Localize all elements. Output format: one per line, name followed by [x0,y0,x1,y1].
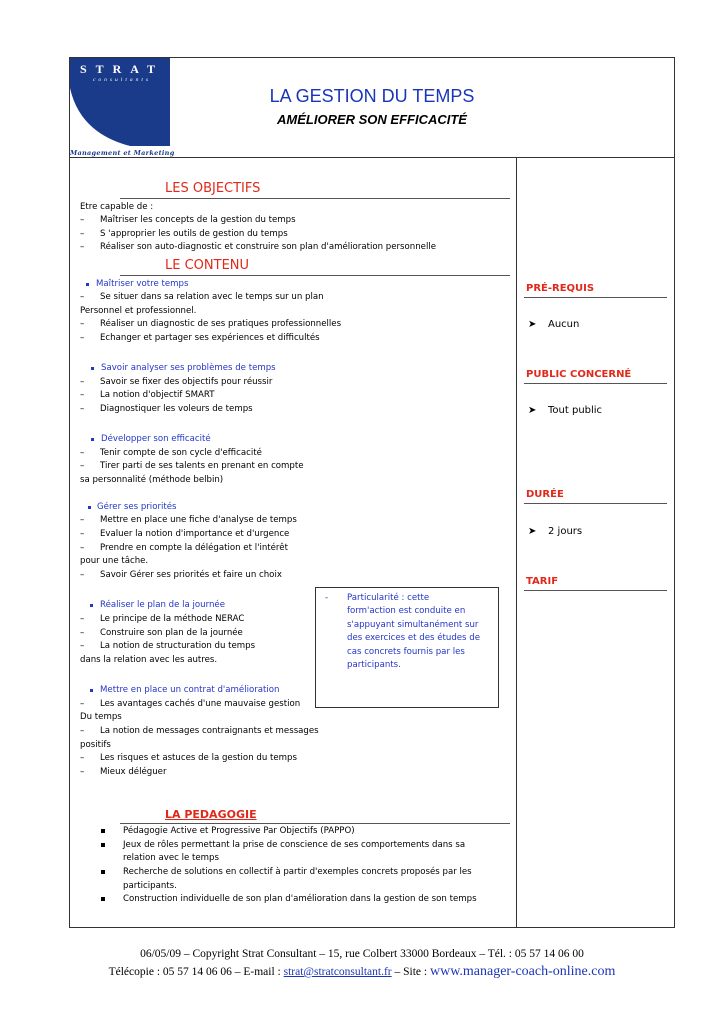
objectifs-title: LES OBJECTIFS [165,181,261,196]
contenu-group-heading: Réaliser le plan de la journée [100,600,225,610]
note-line: Particularité : cette [347,593,430,603]
dash-marker: – [80,242,85,252]
dash-marker: – [80,767,85,777]
pedagogie-title: LA PEDAGOGIE [165,808,257,821]
square-bullet [91,438,94,441]
contenu-line: Réaliser un diagnostic de ses pratiques professionnelles [100,319,342,329]
pedagogie-item: Pédagogie Active et Progressive Par Objectifs (PAPPO) [123,826,355,836]
contenu-line: Tirer parti de ses talents en prenant en compte [100,461,304,471]
contenu-line: Les risques et astuces de la gestion du temps [100,753,297,763]
duree-rule [524,503,667,504]
dash-marker: – [80,699,85,709]
contenu-title: LE CONTENU [165,258,250,273]
contenu-rule [120,275,510,276]
dash-marker: – [80,333,85,343]
footer-site-label: – Site : [391,966,430,978]
prerequis-title: PRÉ-REQUIS [526,283,595,294]
contenu-line: Tenir compte de son cycle d'efficacité [100,448,262,458]
contenu-line: Le principe de la méthode NERAC [100,614,245,624]
dash-marker: – [80,614,85,624]
arrow-bullet-icon: ➤ [528,526,537,537]
footer-copyright: 06/05/09 – Copyright Strat Consultant – 15, rue Colbert 33000 Bordeaux – Tél. : 05 57 14 06 00 [140,948,584,960]
contenu-line: La notion de structuration du temps [100,641,256,651]
objectif-item: S 'approprier les outils de gestion du temps [100,229,288,239]
square-bullet [90,604,93,607]
public-value: Tout public [548,405,603,416]
contenu-line: La notion de messages contraignants et messages [100,726,319,736]
logo-word: STRAT [79,62,165,76]
square-bullet [101,897,105,901]
square-bullet [88,506,91,509]
note-line: form'action est conduite en [347,606,466,616]
note-line: participants. [347,660,401,670]
dash-marker: – [80,641,85,651]
email-link[interactable]: strat@stratconsultant.fr [283,966,392,978]
tarif-title: TARIF [526,576,559,587]
site-link[interactable]: www.manager-coach-online.com [429,964,616,979]
pedagogie-item: Jeux de rôles permettant la prise de conscience de ses comportements dans sa [123,840,466,850]
logo-sub: consultants [92,77,152,83]
dash-marker: – [80,404,85,414]
contenu-group-heading: Mettre en place un contrat d'amélioration [100,685,280,695]
dash-marker: – [80,515,85,525]
footer-contact [0,964,724,980]
dash-marker: - [325,593,329,603]
dash-marker: – [80,215,85,225]
arrow-bullet-icon: ➤ [528,319,537,330]
dash-marker: – [80,390,85,400]
contenu-group-heading: Savoir analyser ses problèmes de temps [101,363,276,373]
square-bullet [101,870,105,874]
contenu-line: Diagnostiquer les voleurs de temps [100,404,253,414]
contenu-group-heading: Gérer ses priorités [97,502,177,512]
objectif-item: Réaliser son auto-diagnostic et construire son plan d'amélioration personnelle [100,242,437,252]
note-line: s'appuyant simultanément sur [347,620,479,630]
pedagogie-item: Construction individuelle de son plan d'amélioration dans la gestion de son temps [123,894,477,904]
dash-marker: – [80,377,85,387]
dash-marker: – [80,628,85,638]
column-divider [516,157,517,928]
dash-marker: – [80,292,85,302]
contenu-line: Evaluer la notion d'importance et d'urgence [100,529,290,539]
logo-tagline: Management et Marketing [70,149,175,157]
pedagogie-item: Recherche de solutions en collectif à partir d'exemples concrets proposés par les [123,867,472,877]
arrow-bullet-icon: ➤ [528,405,537,416]
duree-title: DURÉE [526,489,564,500]
contenu-line: sa personnalité (méthode belbin) [80,475,224,485]
objectif-item: Maîtriser les concepts de la gestion du temps [100,215,296,225]
square-bullet [101,843,105,847]
square-bullet [101,829,105,833]
document-subtitle: AMÉLIORER SON EFFICACITÉ [277,112,467,127]
dash-marker: – [80,229,85,239]
objectifs-intro: Etre capable de : [80,202,154,212]
footer-fax: Télécopie : 05 57 14 06 06 – E-mail : [108,966,284,978]
dash-marker: – [80,543,85,553]
contenu-line: Mettre en place une fiche d'analyse de temps [100,515,297,525]
document-title: LA GESTION DU TEMPS [269,86,475,106]
contenu-line: positifs [80,740,111,750]
note-line: cas concrets fournis par les [347,647,465,657]
pedagogie-item: participants. [123,881,177,891]
dash-marker: – [80,726,85,736]
tarif-rule [524,590,667,591]
pedagogie-item: relation avec le temps [123,853,219,863]
public-title: PUBLIC CONCERNÉ [526,369,632,380]
prerequis-value: Aucun [548,319,580,330]
objectifs-rule [120,198,510,199]
dash-marker: – [80,753,85,763]
contenu-line: Les avantages cachés d'une mauvaise gestion [100,699,301,709]
pedagogie-rule [120,823,510,824]
contenu-group-heading: Développer son efficacité [101,434,211,444]
contenu-line: dans la relation avec les autres. [80,655,218,665]
square-bullet [86,283,89,286]
contenu-line: La notion d'objectif SMART [100,390,215,400]
contenu-group-heading: Maîtriser votre temps [96,279,189,289]
square-bullet [91,367,94,370]
contenu-line: Prendre en compte la délégation et l'intérêt [100,543,288,553]
contenu-line: Mieux déléguer [100,767,167,777]
contenu-line: pour une tâche. [80,556,149,566]
contenu-line: Echanger et partager ses expériences et difficultés [100,333,320,343]
duree-value: 2 jours [548,526,583,537]
contenu-line: Construire son plan de la journée [100,628,243,638]
contenu-line: Du temps [80,712,122,722]
strat-logo [70,58,170,150]
contenu-line: Savoir se fixer des objectifs pour réussir [100,377,273,387]
dash-marker: – [80,448,85,458]
public-rule [524,383,667,384]
dash-marker: – [80,529,85,539]
contenu-line: Se situer dans sa relation avec le temps sur un plan [100,292,324,302]
contenu-line: Savoir Gérer ses priorités et faire un choix [100,570,282,580]
prerequis-rule [524,297,667,298]
dash-marker: – [80,461,85,471]
note-line: des exercices et des études de [347,633,481,643]
dash-marker: – [80,570,85,580]
square-bullet [90,689,93,692]
contenu-line: Personnel et professionnel. [80,306,197,316]
dash-marker: – [80,319,85,329]
